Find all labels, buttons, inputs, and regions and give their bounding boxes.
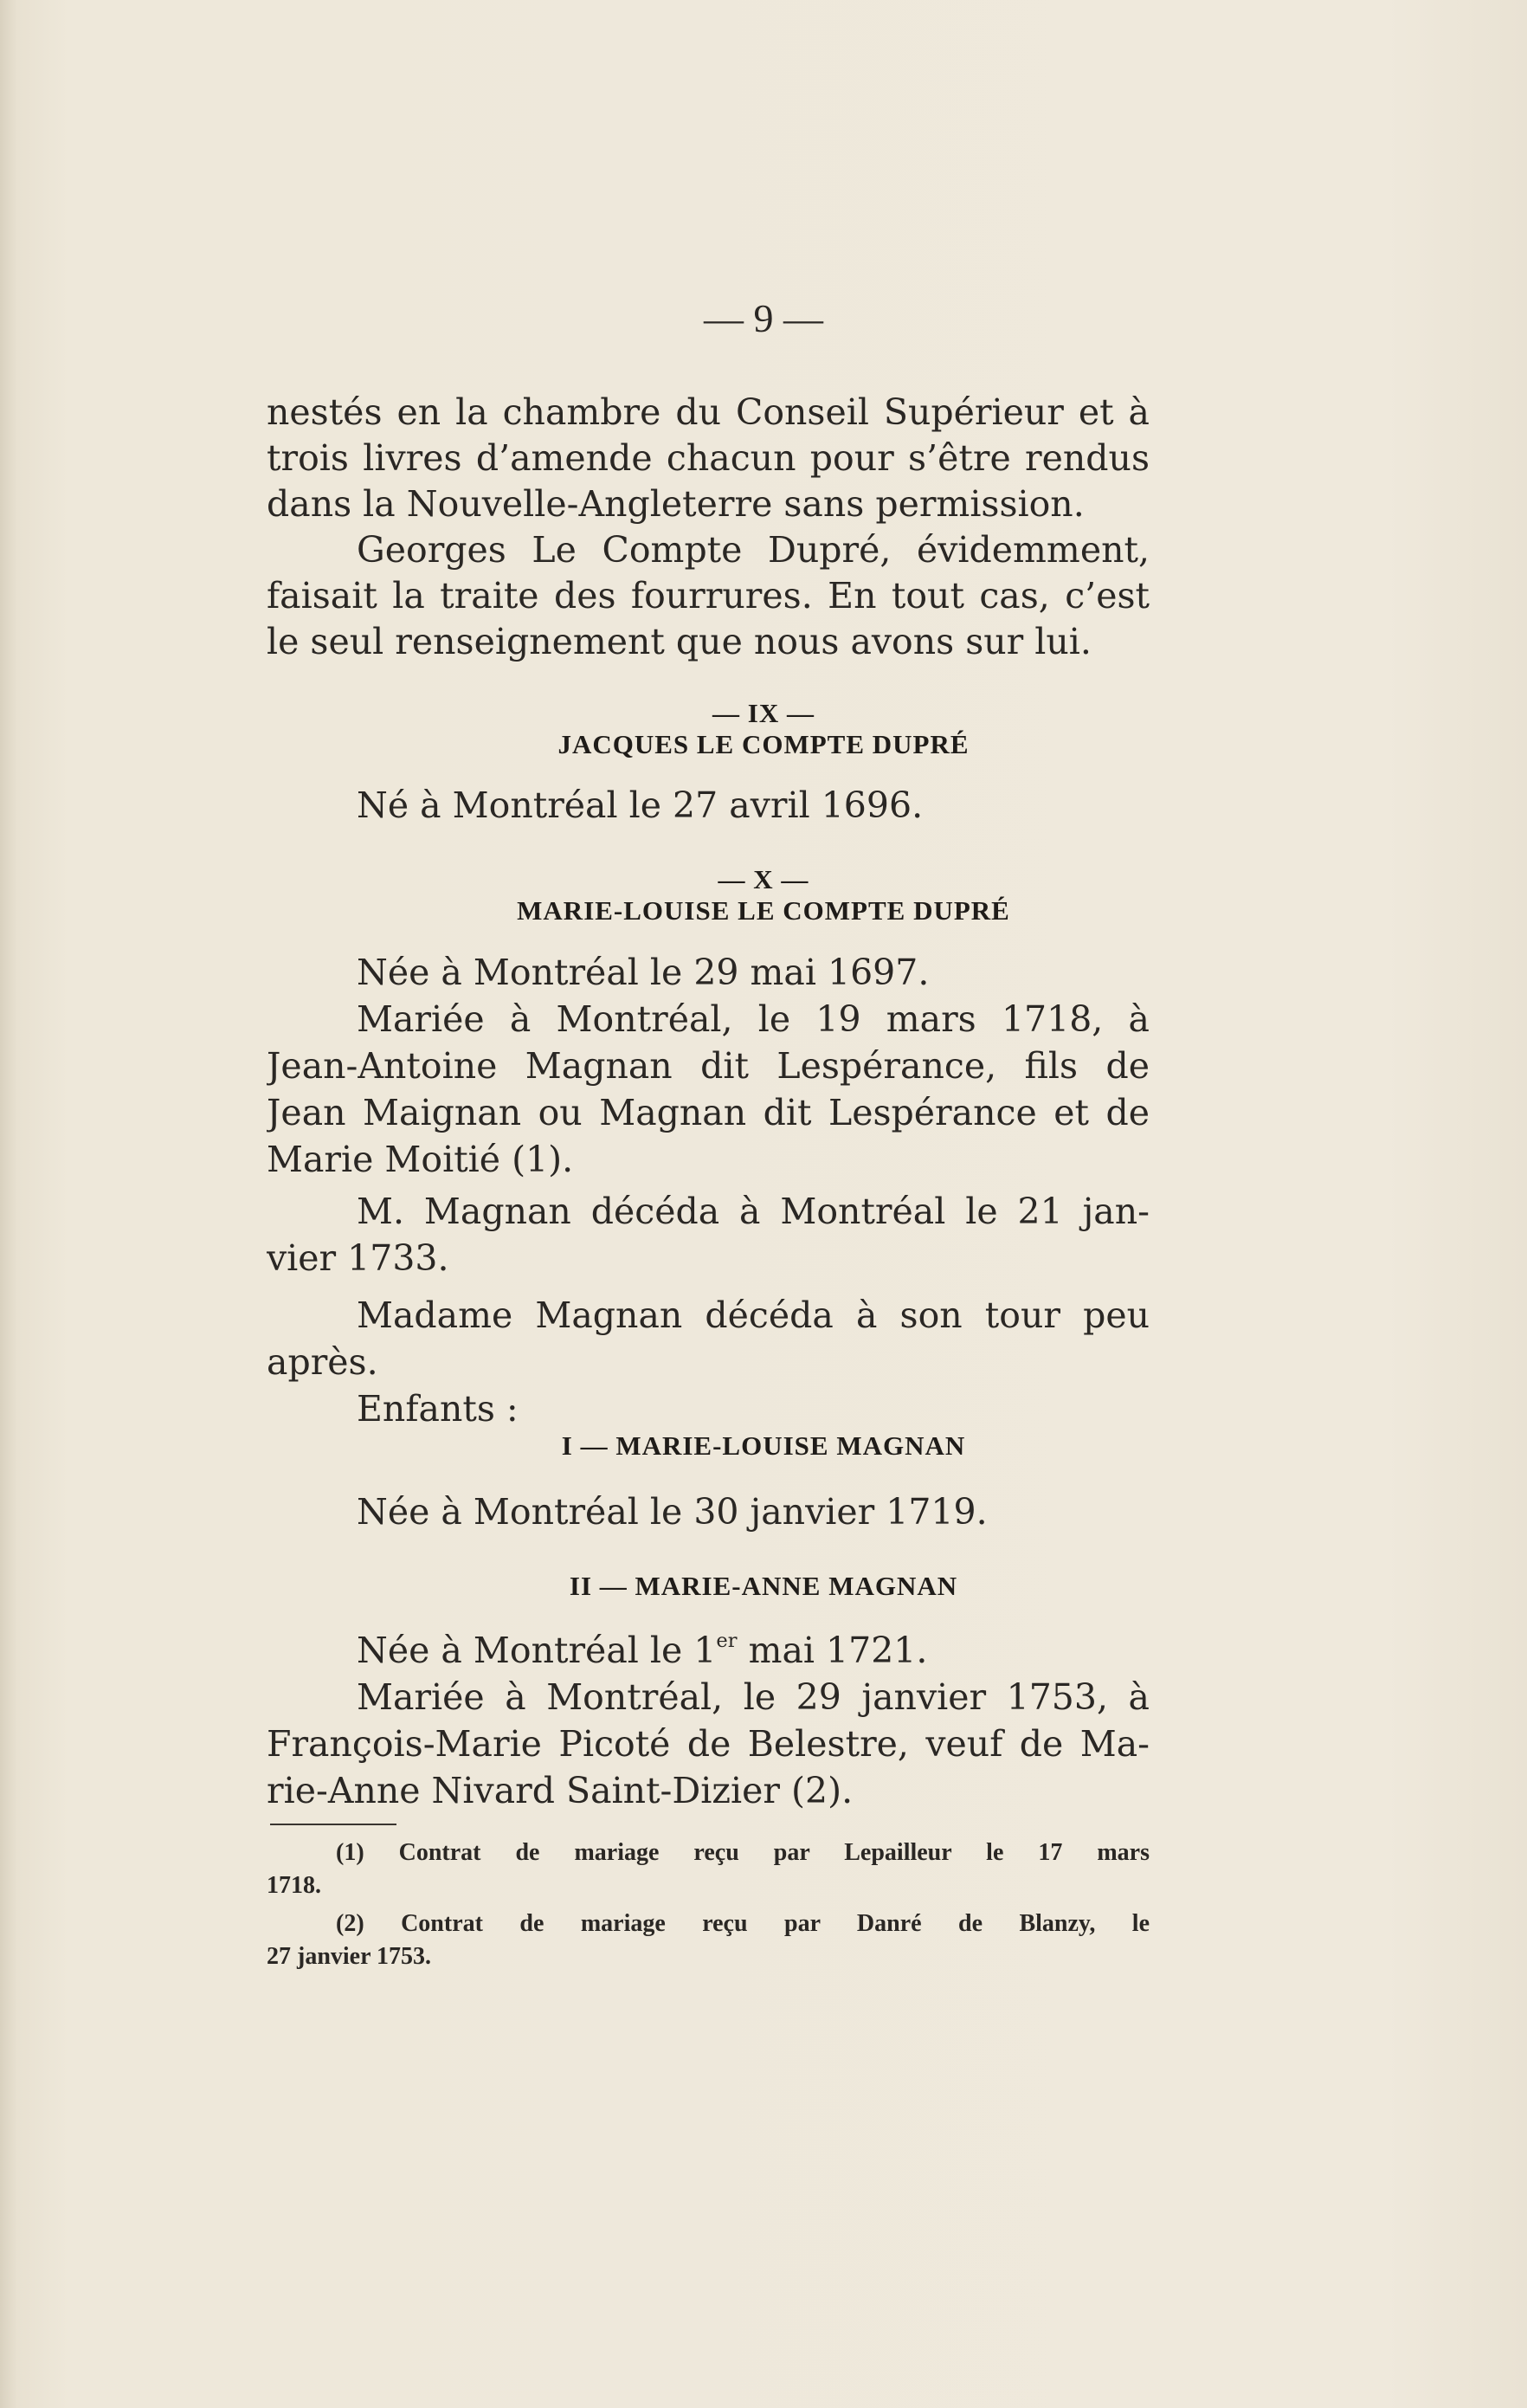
footnotes [267,1836,1150,1974]
text-line: dans la Nouvelle-Angleterre sans permission. [267,483,1085,525]
child-1-heading: I — MARIE-LOUISE MAGNAN [561,1430,966,1461]
intro-paragraph [267,388,1150,682]
text-line: Georges Le Compte Dupré, évidemment, [357,529,1150,571]
text-line: Marie Moitié (1). [267,1139,574,1180]
text-line: après. [267,1341,378,1383]
footnote-2-line-1: (2) Contrat de mariage reçu par Danré de Blanzy, le [336,1910,1150,1937]
text-line: Mariée à Montréal, le 19 mars 1718, à [357,998,1150,1040]
section-ix-body [267,781,1150,833]
text-line: M. Magnan décéda à Montréal le 21 jan- [357,1191,1150,1232]
text-line: Madame Magnan décéda à son tour peu [357,1294,1150,1336]
section-ix-name: JACQUES LE COMPTE DUPRÉ [557,729,970,759]
section-x-body [267,948,1150,1433]
child-2-body [267,1626,1150,1834]
text-line: rie-Anne Nivard Saint-Dizier (2). [267,1770,854,1811]
text-line: le seul renseignement que nous avons sur lui. [267,621,1092,662]
text-line: Enfants : [357,1388,519,1430]
section-ix-numeral: — IX — [712,698,815,728]
text-line: Jean-Antoine Magnan dit Lespérance, fils de [267,1045,1150,1087]
footnote-1-line-1: (1) Contrat de mariage reçu par Lepailleur le 17 mars [336,1839,1150,1866]
text-line: Née à Montréal le 29 mai 1697. [357,952,930,993]
section-x-name: MARIE-LOUISE LE COMPTE DUPRÉ [517,895,1010,926]
text-line: faisait la traite des fourrures. En tout cas, c’est [267,575,1150,617]
child-1-body [267,1488,1150,1540]
child-2-heading: II — MARIE-ANNE MAGNAN [569,1571,958,1601]
birth-suffix: mai 1721. [737,1630,928,1671]
birth-prefix: Née à Montréal le 1 [357,1630,717,1671]
ordinal-superscript: er [716,1629,738,1652]
section-x-numeral: — X — [718,864,809,894]
text-line [267,1626,1150,1675]
text-line: Né à Montréal le 27 avril 1696. [357,784,924,826]
text-line: vier 1733. [267,1237,449,1279]
text-line: nestés en la chambre du Conseil Supérieur et à [267,391,1150,433]
footnote-1-line-2: 1718. [267,1872,321,1899]
footnote-2-line-2: 27 janvier 1753. [267,1943,432,1970]
page-number: — 9 — [704,296,823,340]
text-line: Jean Maignan ou Magnan dit Lespérance et de [267,1092,1150,1133]
text-line: Mariée à Montréal, le 29 janvier 1753, à [357,1676,1150,1718]
text-line: Née à Montréal le 30 janvier 1719. [357,1491,988,1533]
text-line: François-Marie Picoté de Belestre, veuf de Ma- [267,1723,1150,1765]
text-line: trois livres d’amende chacun pour s’être rendus [267,437,1150,479]
footnote-rule [270,1824,396,1825]
